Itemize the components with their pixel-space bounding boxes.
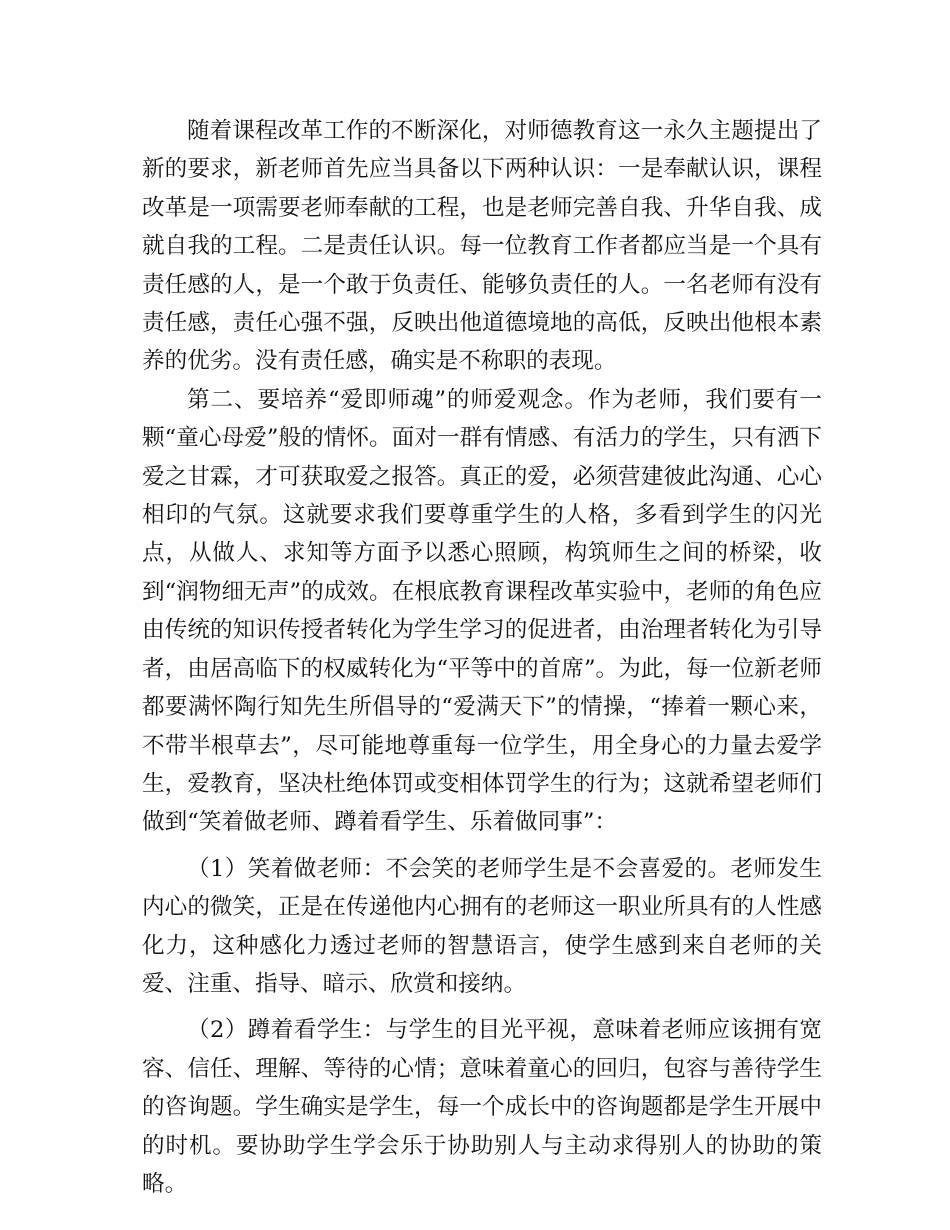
paragraph-smile-as-teacher: （1）笑着做老师：不会笑的老师学生是不会喜爱的。老师发生内心的微笑，正是在传递他内心拥有的老师这一职业所具有的人性感化力，这种感化力透过老师的智慧语言，使学生感到来自老师的关爱、注重、指导、暗示、欣赏和接纳。 [142, 855, 822, 997]
document-page [142, 112, 822, 1203]
paragraph-crouch-to-see-students: （2）蹲着看学生：与学生的目光平视，意味着老师应该拥有宽容、信任、理解、等待的心情；意味着童心的回归，包容与善待学生的咨询题。学生确实是学生，每一个成长中的咨询题都是学生开展中的时机。要协助学生学会乐于协助别人与主动求得别人的协助的策略。 [142, 1017, 822, 1197]
paragraph-teacher-ethics-awareness: 随着课程改革工作的不断深化，对师德教育这一永久主题提出了新的要求，新老师首先应当具备以下两种认识：一是奉献认识，课程改革是一项需要老师奉献的工程，也是老师完善自我、升华自我、成就自我的工程。二是责任认识。每一位教育工作者都应当是一个具有责任感的人，是一个敢于负责任、能够负责任的人。一名老师有没有责任感，责任心强不强，反映出他道德境地的高低，反映出他根本素养的优劣。没有责任感，确实是不称职的表现。 [142, 118, 822, 375]
paragraph-love-is-teacher-soul: 第二、要培养“爱即师魂”的师爱观念。作为老师，我们要有一颗“童心母爱”般的情怀。面对一群有情感、有活力的学生，只有洒下爱之甘霖，才可获取爱之报答。真正的爱，必须营建彼此沟通、心心相印的气氛。这就要求我们要尊重学生的人格，多看到学生的闪光点，从做人、求知等方面予以悉心照顾，构筑师生之间的桥梁，收到“润物细无声”的成效。在根底教育课程改革实验中，老师的角色应由传统的知识传授者转化为学生学习的促进者，由治理者转化为引导者，由居高临下的权威转化为“平等中的首席”。为此，每一位新老师都要满怀陶行知先生所倡导的“爱满天下”的情操，“捧着一颗心来，不带半根草去”，尽可能地尊重每一位学生，用全身心的力量去爱学生，爱教育，坚决杜绝体罚或变相体罚学生的行为；这就希望老师们做到“笑着做老师、蹲着看学生、乐着做同事”： [142, 386, 822, 836]
